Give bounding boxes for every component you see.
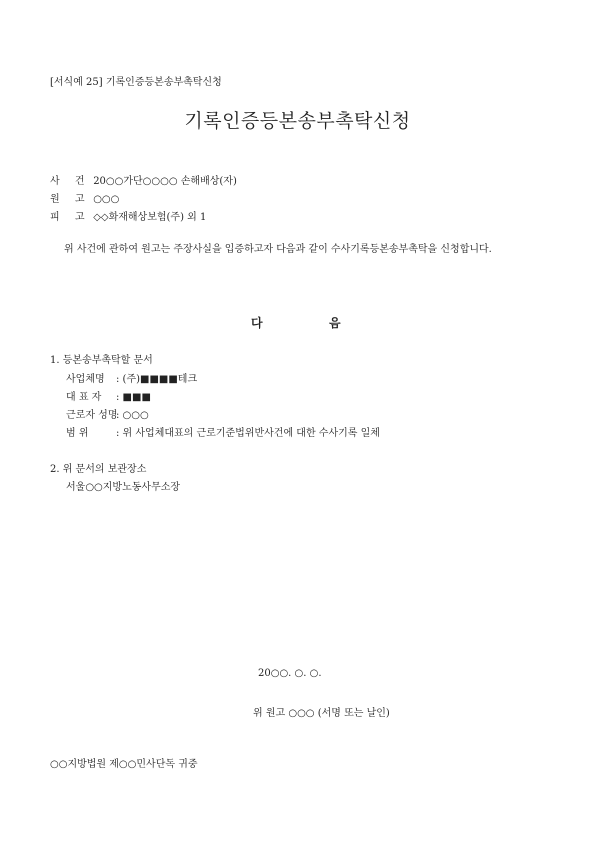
plaintiff-value: ○○○ bbox=[93, 194, 120, 205]
item-key: 대 표 자 bbox=[66, 392, 102, 403]
document-title: 기록인증등본송부촉탁신청 bbox=[184, 110, 411, 132]
heading-left: 다 bbox=[251, 316, 263, 330]
section1-item bbox=[66, 370, 197, 385]
item-value: : ■■■ bbox=[116, 392, 151, 403]
item-key: 범 위 bbox=[66, 428, 89, 439]
item-value: : 위 사업체대표의 근로기준법위반사건에 대한 수사기록 일체 bbox=[116, 428, 380, 439]
section1-title: 1. 등본송부촉탁할 문서 bbox=[50, 355, 153, 366]
request-body: 위 사건에 관하여 원고는 주장사실을 입증하고자 다음과 같이 수사기록등본송부촉탁을 신청합니다. bbox=[64, 244, 492, 255]
case-label: 사 건 bbox=[50, 176, 91, 187]
defendant-value: ◇◇화재해상보험(주) 외 1 bbox=[93, 212, 207, 223]
item-value: : (주)■■■■테크 bbox=[116, 374, 198, 385]
case-row bbox=[50, 172, 237, 187]
item-value: : ○○○ bbox=[116, 410, 149, 421]
section2-title: 2. 위 문서의 보관장소 bbox=[50, 464, 147, 475]
defendant-label: 피 고 bbox=[50, 212, 91, 223]
section1-item bbox=[66, 406, 149, 421]
plaintiff-label: 원 고 bbox=[50, 194, 91, 205]
defendant-row bbox=[50, 208, 206, 223]
signature-line: 위 원고 ○○○ (서명 또는 날인) bbox=[253, 708, 390, 719]
storage-location: 서울○○지방노동사무소장 bbox=[66, 482, 181, 493]
court-addressee: ○○지방법원 제○○민사단독 귀중 bbox=[50, 759, 198, 770]
plaintiff-row bbox=[50, 190, 119, 205]
filing-date: 20○○. ○. ○. bbox=[258, 668, 322, 679]
heading-right: 음 bbox=[329, 316, 341, 330]
item-key: 근로자 성명 bbox=[66, 410, 118, 421]
section1-item bbox=[66, 388, 151, 403]
section1-item bbox=[66, 424, 380, 439]
item-key: 사업체명 bbox=[66, 374, 105, 385]
case-value: 20○○가단○○○○ 손해배상(자) bbox=[93, 176, 237, 187]
form-label: [서식예 25] 기록인증등본송부촉탁신청 bbox=[50, 77, 222, 88]
